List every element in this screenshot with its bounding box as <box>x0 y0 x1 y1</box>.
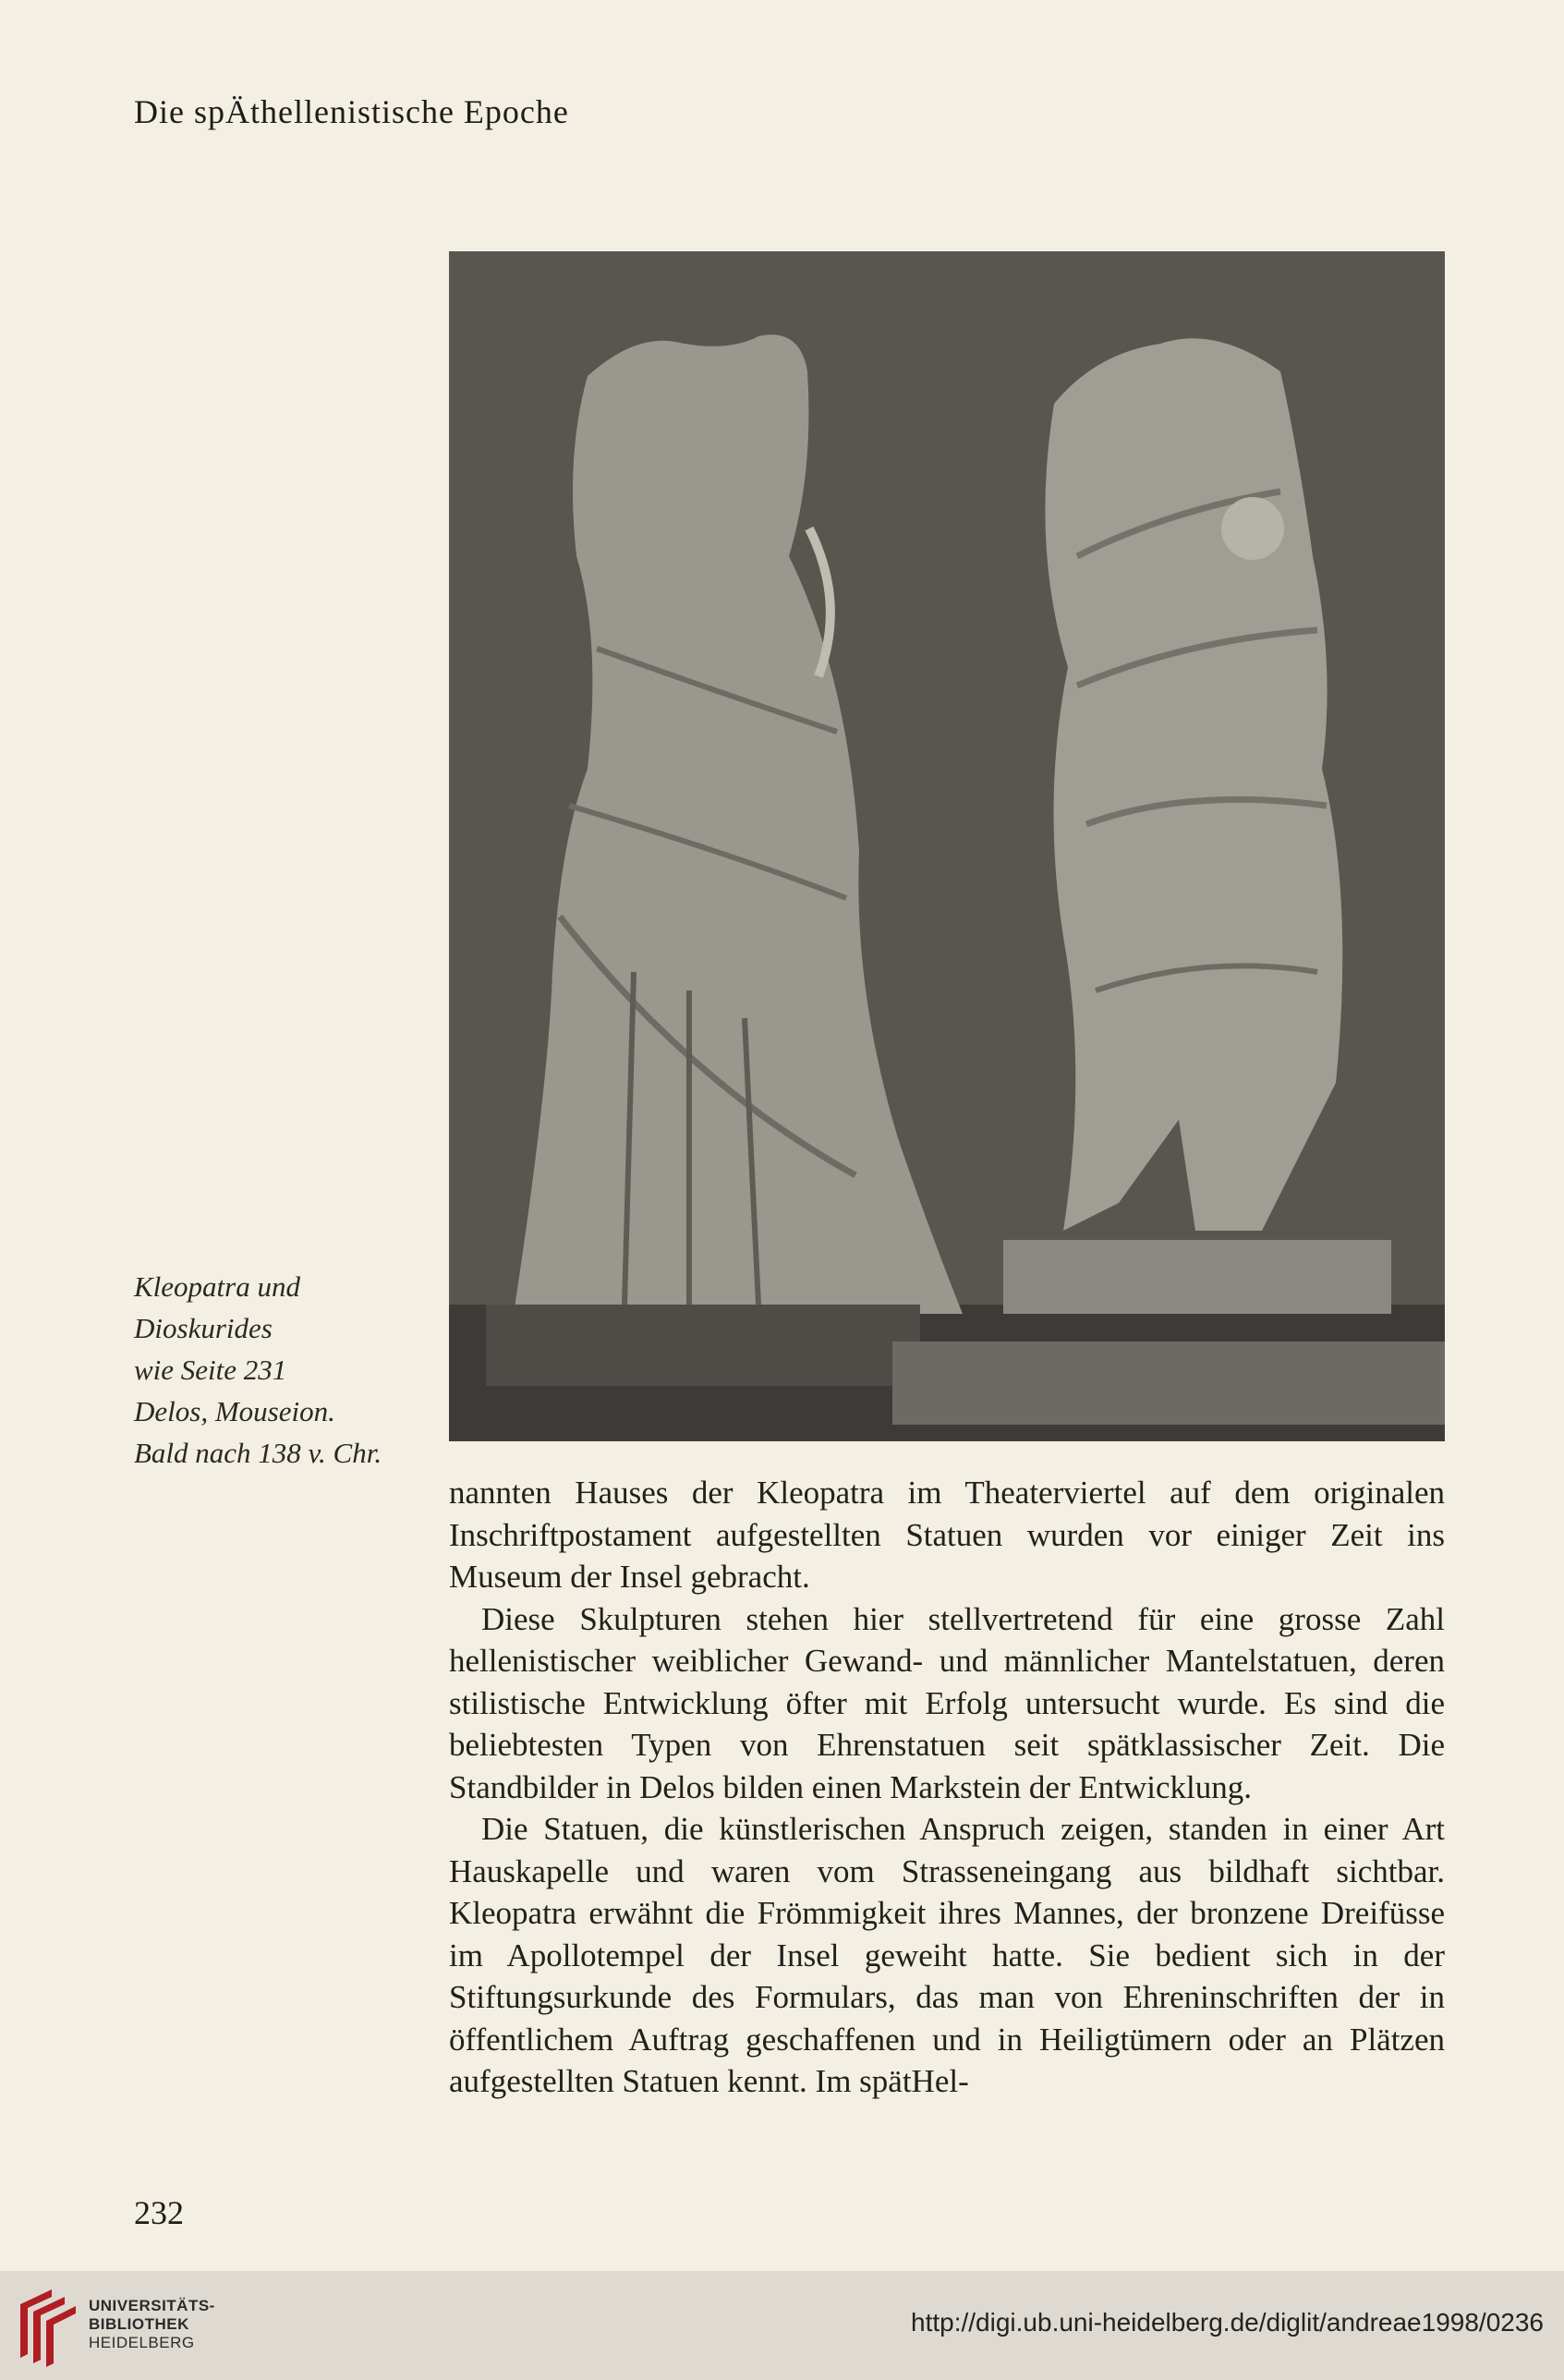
running-head-text: Die spÄthellenistische Epoche <box>134 93 569 130</box>
statue-photograph <box>449 251 1445 1441</box>
library-line: HEIDELBERG <box>89 2334 195 2351</box>
caption-line: Delos, Mouseion. <box>134 1395 335 1427</box>
paragraph: nannten Hauses der Kleopatra im Theaterviertel auf dem originalen Inschriftpostament aufgestellten Statuen wurden vor einiger Zeit ins Museum der Insel gebracht. <box>449 1475 1445 1595</box>
caption-line: Dioskurides <box>134 1312 273 1344</box>
running-head <box>134 92 569 131</box>
paragraph: Die Statuen, die künstlerischen Anspruch zeigen, standen in einer Art Hauskapelle und waren vom Strasseneingang aus bildhaft sichtbar. Kleopatra erwähnt die Frömmigkeit ihres Mannes, der bronzene Dreifüsse im Apollotempel der Insel geweiht hatte. Sie bedient sich in der Stiftungsurkunde des Formulars, das man von Ehreninschriften der in öffentlichem Auftrag geschaffenen und in Heiligtümern oder an Plätzen aufgestellten Statuen kennt. Im spätHel- <box>449 1811 1445 2099</box>
caption-line: wie Seite 231 <box>134 1354 287 1386</box>
dioskurides-statue <box>1045 338 1342 1231</box>
paragraph: Diese Skulpturen stehen hier stellvertretend für eine grosse Zahl hellenistischer weiblicher Gewand- und männlicher Mantelstatuen, deren stilistische Entwicklung öfter mit Erfolg untersucht wurde. Es sind die beliebtesten Typen von Ehrenstatuen seit spätklassischer Zeit. Die Standbilder in Delos bilden einen Markstein der Entwicklung. <box>449 1600 1445 1805</box>
figure-caption <box>134 1266 411 1474</box>
digitization-footer <box>0 2271 1564 2380</box>
caption-line: Bald nach 138 v. Chr. <box>134 1437 382 1469</box>
library-logo-icon <box>15 2284 79 2369</box>
statues-image <box>449 251 1445 1441</box>
source-url-link[interactable]: http://digi.ub.uni-heidelberg.de/diglit/andreae1998/0236 <box>911 2308 1544 2337</box>
library-line: BIBLIOTHEK <box>89 2315 189 2333</box>
library-line: UNIVERSITÄTS- <box>89 2297 215 2314</box>
caption-line: Kleopatra und <box>134 1270 300 1303</box>
body-text <box>449 1472 1445 2103</box>
page-number: 232 <box>134 2194 184 2231</box>
library-name <box>89 2297 215 2352</box>
